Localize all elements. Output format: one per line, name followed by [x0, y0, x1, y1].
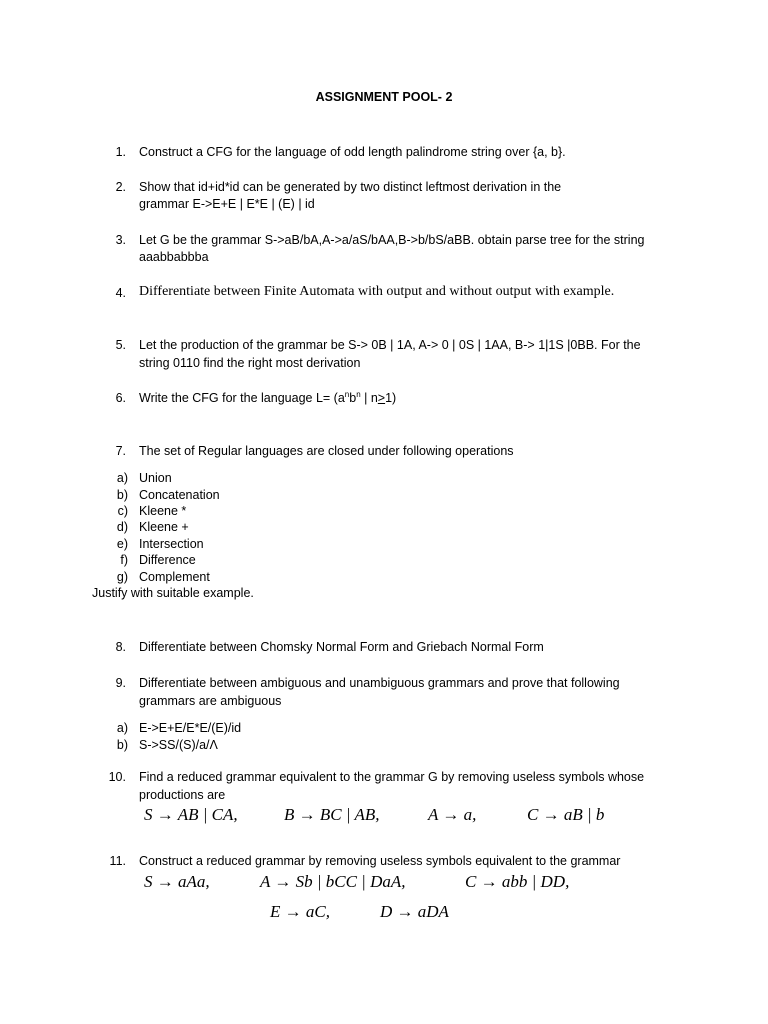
question-7-text: The set of Regular languages are closed under following operations — [139, 444, 514, 458]
q6-mid: b — [349, 391, 357, 405]
question-3-line1: Let G be the grammar S->aB/bA,A->a/aS/bAA,B->b/bS/aBB. obtain parse tree for the string — [139, 233, 645, 247]
question-11-text: Construct a reduced grammar by removing useless symbols equivalent to the grammar — [139, 854, 621, 868]
question-1-number: 1. — [115, 145, 126, 159]
q11-production: S → aAa, — [144, 872, 210, 891]
q7-item-text: Complement — [139, 570, 210, 584]
question-5-number: 5. — [115, 338, 126, 352]
q9-item-text: E->E+E/E*E/(E)/id — [139, 721, 242, 735]
page-title: ASSIGNMENT POOL- 2 — [315, 90, 453, 104]
q7-item-label: f) — [120, 553, 128, 567]
q6-prefix: Write the CFG for the language L= (a — [139, 391, 345, 405]
q10-production: S → AB | CA, — [144, 805, 238, 824]
q9-item-text: S->SS/(S)/a/Λ — [139, 738, 218, 752]
q7-item-label: b) — [116, 488, 128, 502]
q7-item-text: Difference — [139, 553, 196, 567]
question-9-line2: grammars are ambiguous — [139, 694, 282, 708]
q10-production: B → BC | AB, — [284, 805, 380, 824]
q11-production: E → aC, — [270, 902, 330, 921]
q7-item-label: c) — [117, 504, 128, 518]
question-3-line2: aaabbabbba — [139, 250, 209, 264]
q10-production: A → a, — [428, 805, 477, 824]
q10-production: C → aB | b — [527, 805, 605, 824]
question-3-number: 3. — [115, 233, 126, 247]
q7-item-label: e) — [116, 537, 128, 551]
q7-item-text: Concatenation — [139, 488, 220, 502]
q11-production: A → Sb | bCC | DaA, — [260, 872, 406, 891]
q7-item-label: d) — [116, 520, 128, 534]
question-7-number: 7. — [115, 444, 126, 458]
question-2-number: 2. — [115, 180, 126, 194]
question-1-text: Construct a CFG for the language of odd length palindrome string over {a, b}. — [139, 145, 566, 159]
question-10-number: 10. — [108, 770, 126, 784]
q6-sup1: n — [344, 390, 350, 399]
q7-item-label: a) — [116, 471, 128, 485]
question-2-line2: grammar E->E+E | E*E | (E) | id — [139, 197, 315, 211]
q9-item-label: b) — [116, 738, 128, 752]
question-10-line2: productions are — [139, 788, 226, 802]
question-2-line1: Show that id+id*id can be generated by two distinct leftmost derivation in the — [139, 180, 562, 194]
q6-sup2: n — [356, 390, 361, 399]
question-9-number: 9. — [115, 676, 126, 690]
question-8-number: 8. — [115, 640, 126, 654]
q6-geq: > — [377, 391, 386, 405]
q7-item-text: Union — [139, 471, 172, 485]
question-4-number: 4. — [115, 286, 126, 300]
question-6-number: 6. — [115, 391, 126, 405]
q11-production: C → abb | DD, — [465, 872, 570, 891]
question-5-line2: string 0110 find the right most derivation — [139, 356, 361, 370]
question-10-line1: Find a reduced grammar equivalent to the grammar G by removing useless symbols whose — [139, 770, 645, 784]
question-6-text — [139, 389, 396, 407]
question-8-text: Differentiate between Chomsky Normal Form and Griebach Normal Form — [139, 640, 544, 654]
q9-item-label: a) — [116, 721, 128, 735]
question-4-text: Differentiate between Finite Automata with output and without output with example. — [139, 284, 615, 299]
q11-production: D → aDA — [380, 902, 449, 921]
q7-item-text: Kleene * — [139, 504, 187, 518]
q7-item-text: Intersection — [139, 537, 204, 551]
q7-item-label: g) — [116, 570, 128, 584]
question-11-number: 11. — [109, 854, 126, 868]
question-5-line1: Let the production of the grammar be S-> 0B | 1A, A-> 0 | 0S | 1AA, B-> 1|1S |0BB. For the — [139, 338, 641, 352]
q6-suffix-post: 1) — [385, 391, 397, 405]
q6-suffix-pre: | n — [360, 391, 378, 405]
q7-justify-text: Justify with suitable example. — [92, 586, 254, 600]
question-9-line1: Differentiate between ambiguous and unambiguous grammars and prove that following — [139, 676, 620, 690]
q7-item-text: Kleene + — [139, 520, 189, 534]
